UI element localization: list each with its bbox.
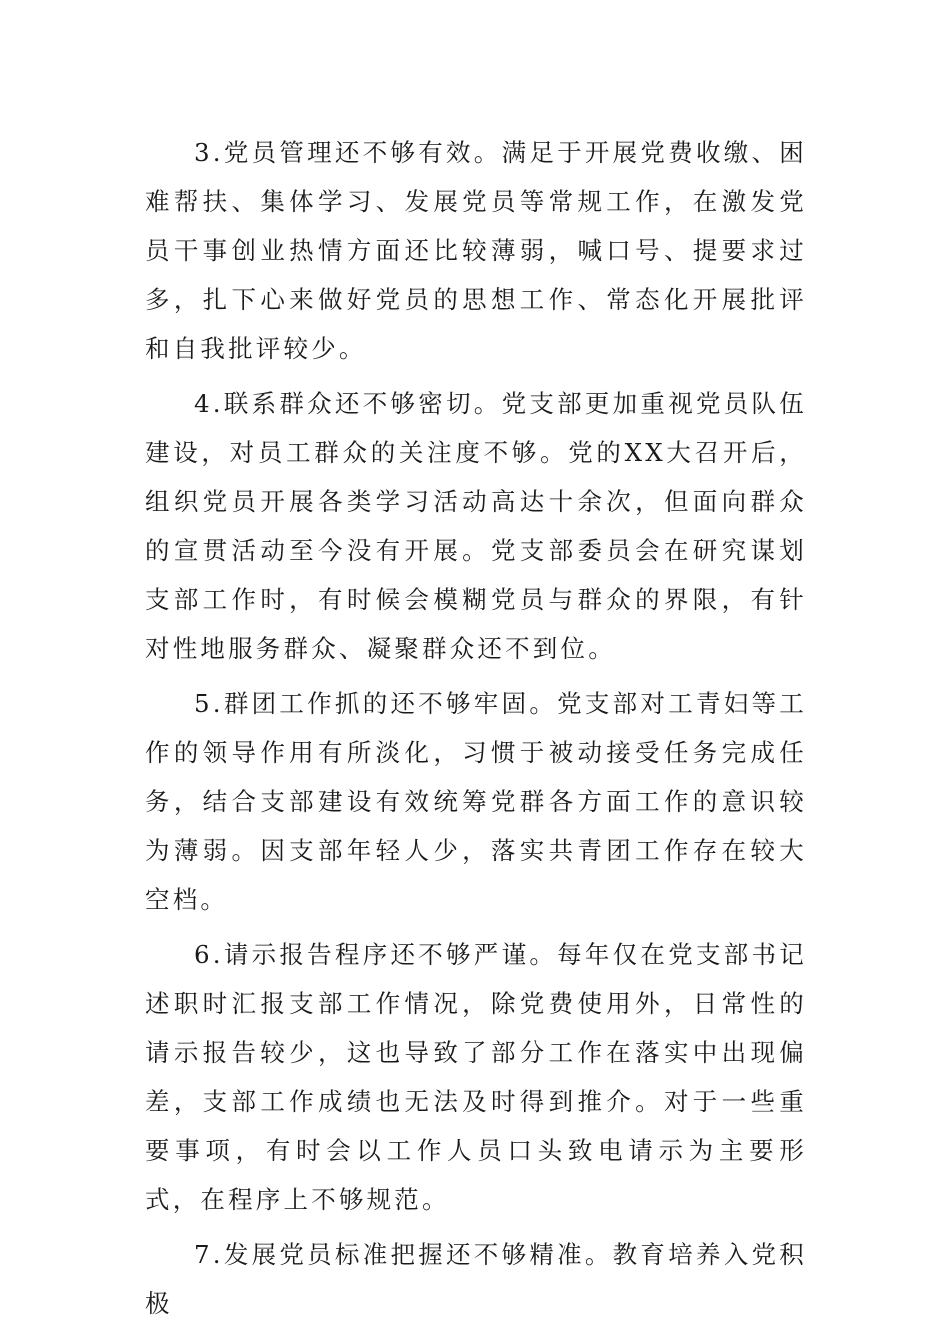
paragraph-party-member-management: 3.党员管理还不够有效。满足于开展党费收缴、困难帮扶、集体学习、发展党员等常规工作，在激发党员干事创业热情方面还比较薄弱，喊口号、提要求过多，扎下心来做好党员的思想工作、常态化开展批评和自我批评较少。 bbox=[145, 138, 807, 363]
paragraph-contact-with-masses: 4.联系群众还不够密切。党支部更加重视党员队伍建设，对员工群众的关注度不够。党的XX大召开后，组织党员开展各类学习活动高达十余次，但面向群众的宣贯活动至今没有开展。党支部委员会在研究谋划支部工作时，有时候会模糊党员与群众的界限，有针对性地服务群众、凝聚群众还不到位。 bbox=[145, 389, 807, 663]
paragraph-member-development-standard: 7.发展党员标准把握还不够精准。教育培养入党积极 bbox=[145, 1240, 807, 1318]
paragraph-reporting-procedure: 6.请示报告程序还不够严谨。每年仅在党支部书记述职时汇报支部工作情况，除党费使用外，日常性的请示报告较少，这也导致了部分工作在落实中出现偏差，支部工作成绩也无法及时得到推介。对于一些重要事项，有时会以工作人员口头致电请示为主要形式，在程序上不够规范。 bbox=[145, 940, 807, 1214]
paragraph-mass-organization-work: 5.群团工作抓的还不够牢固。党支部对工青妇等工作的领导作用有所淡化，习惯于被动接受任务完成任务，结合支部建设有效统筹党群各方面工作的意识较为薄弱。因支部年轻人少，落实共青团工作存在较大空档。 bbox=[145, 689, 807, 914]
document-body bbox=[145, 128, 807, 1328]
